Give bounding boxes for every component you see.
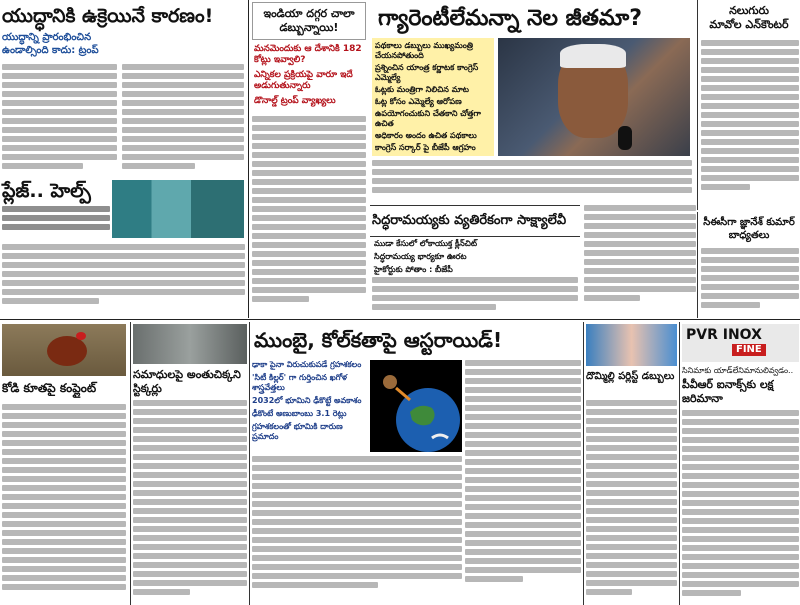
asteroid-bullet-5: గ్రహశకలంతో భూమికి దారుణ ప్రమాదం bbox=[252, 422, 343, 441]
siddaramaiah-bullet-1: ముడా కేసులో లోకాయుక్త క్లీన్‌చిట్ bbox=[374, 239, 478, 248]
article-stickers bbox=[130, 322, 248, 605]
stickers-photo bbox=[133, 324, 247, 364]
rooster-photo bbox=[2, 324, 126, 376]
guarantee-bullet-2: ప్రశ్నించిన యాంత్ర కర్ణాటక కాంగ్రెస్ ఎమ్మెల్యే bbox=[375, 63, 479, 82]
article-guarantee bbox=[370, 0, 695, 205]
maoists-kicker: నలుగురు bbox=[729, 4, 769, 17]
article-india-pays bbox=[250, 0, 368, 318]
guarantee-bullet-1: పథకాలు డబ్బులు ముఖ్యమంత్రి చేయనపోతుంది bbox=[375, 41, 474, 60]
pledge-bullets bbox=[2, 206, 110, 242]
ukraine-column-1 bbox=[2, 64, 117, 174]
rooster-headline: కోడి కూతపై కంప్లైంట్ bbox=[2, 381, 97, 395]
earth-asteroid-illustration bbox=[370, 360, 462, 452]
pvr-headline: పీవీఆర్ ఐనాక్స్‌కు లక్ష జరిమానా bbox=[682, 378, 774, 405]
article-siddaramaiah bbox=[370, 205, 580, 318]
guarantee-bullet-box bbox=[372, 38, 494, 156]
guarantee-headline: గ్యారెంటీలేమన్నా నెల జీతమా? bbox=[378, 6, 642, 31]
asteroid-bullet-4: ఢీకొంటే అణుబాంబు 3.1 రెట్లు bbox=[252, 409, 347, 418]
guarantee-photo bbox=[498, 38, 690, 156]
article-maoists bbox=[697, 0, 800, 210]
guarantee-bullet-7: కాంగ్రెస్ సర్కార్ పై బీజేపీ ఆగ్రహం bbox=[375, 143, 476, 152]
asteroid-headline: ముంబై, కోల్‌కతాపై ఆస్టరాయిడ్! bbox=[254, 328, 503, 352]
siddaramaiah-bullet-2: సిద్ధరామయ్య భార్యకూ ఊరట bbox=[374, 252, 467, 261]
rooster-body-text bbox=[2, 404, 126, 604]
asteroid-right-column bbox=[465, 360, 581, 604]
article-bucket bbox=[583, 322, 678, 605]
article-right-mid-column bbox=[584, 205, 696, 318]
guarantee-photo-hair bbox=[560, 44, 626, 68]
rooster-comb bbox=[76, 332, 86, 340]
article-pvr bbox=[679, 322, 800, 605]
bucket-headline: దొమ్మిల్లి పర్లిస్ట్ డబ్బులు bbox=[586, 371, 675, 382]
article-pledge bbox=[0, 178, 247, 316]
rooster-body bbox=[47, 336, 87, 366]
asteroid-bullet-2: 'సిటీ కిల్లర్' గా గుర్తించిన ఖగోళ శాస్త్రవేత్తలు bbox=[252, 373, 348, 392]
guarantee-body bbox=[372, 160, 692, 205]
maoists-body bbox=[701, 40, 799, 208]
pledge-headline: ప్లేజ్.. హెల్ప్ bbox=[2, 180, 91, 202]
asteroid-bullets bbox=[252, 360, 368, 470]
rule-vertical-1 bbox=[248, 0, 249, 318]
bucket-body-text bbox=[586, 400, 677, 604]
article-rooster bbox=[0, 322, 128, 605]
siddaramaiah-headline: సిద్ధరామయ్యకు వ్యతిరేకంగా సాక్ష్యాలేవీ bbox=[370, 205, 580, 237]
ukraine-subhead: యుద్ధాన్ని ప్రారంభించిన ఉండాల్సింది కాదు: ట్రంప్ bbox=[2, 32, 99, 56]
india-pays-bullet-2: ఎన్నికల ప్రక్రియపై వారూ ఇదే అడుగుతున్నారు bbox=[254, 70, 353, 91]
guarantee-bullet-4: ఓట్ల కోసం ఎమ్మెల్యే ఆరోపణ bbox=[375, 97, 462, 106]
rule-horizontal-middle bbox=[0, 319, 800, 320]
gyanesh-headline: సీఈసీగా జ్ఞానేశ్ కుమార్ బాధ్యతలు bbox=[703, 217, 795, 241]
article-ukraine bbox=[0, 0, 247, 175]
guarantee-photo-microphone bbox=[618, 126, 632, 150]
pvr-ad-image bbox=[682, 324, 799, 362]
pvr-body-text bbox=[682, 410, 799, 604]
india-pays-box-title: ఇండియా దగ్గర చాలా డబ్బున్నాయి! bbox=[252, 2, 366, 40]
article-asteroid bbox=[249, 322, 582, 605]
asteroid-left-columns bbox=[252, 456, 462, 604]
ukraine-column-2 bbox=[122, 64, 244, 174]
pledge-photo bbox=[112, 180, 244, 238]
guarantee-bullet-5: ఉపయోగంచుకుని చేతకాని చోత్తగా ఉచిత bbox=[375, 109, 481, 128]
india-pays-body bbox=[252, 116, 366, 316]
ukraine-headline: యుద్ధానికి ఉక్రెయినే కారణం! bbox=[2, 5, 214, 27]
gyanesh-body bbox=[701, 248, 799, 318]
guarantee-bullet-6: అధికారం అందం ఉచిత పథకాలు bbox=[375, 131, 477, 140]
bucket-photo bbox=[586, 324, 677, 366]
asteroid-bullet-3: 2032లో భూమిని ఢీకొట్టే అవకాశం bbox=[252, 396, 362, 405]
siddaramaiah-bullet-3: హైకోర్టుకు పోతాం : బీజేపీ bbox=[374, 265, 453, 274]
maoists-headline: మావోల ఎన్‌కౌంటర్ bbox=[709, 18, 789, 31]
article-gyanesh bbox=[697, 212, 800, 318]
asteroid-bullet-1: ఢాకా పైనా విరుచుకుపడే గ్రహశకలం bbox=[252, 360, 362, 369]
india-pays-bullet-3: డొనాల్డ్ ట్రంప్ వ్యాఖ్యలు bbox=[254, 96, 336, 106]
pvr-logo-text: PVR INOX bbox=[686, 327, 762, 343]
asteroid-photo bbox=[370, 360, 462, 452]
pledge-body bbox=[2, 244, 245, 314]
pvr-fine-stamp: FINE bbox=[732, 344, 766, 356]
pvr-kicker: సినిమాకు యాడ్‌లేనిమానులివ్వడం.. bbox=[682, 366, 794, 375]
siddaramaiah-body bbox=[372, 277, 578, 317]
guarantee-bullet-3: ఓట్లకు మంత్రిగా నిలిచిన మాట bbox=[375, 85, 469, 94]
india-pays-bullet-1: మనమెందుకు ఆ దేశానికి 182 కోట్లు ఇవ్వాలి? bbox=[254, 44, 362, 65]
stickers-headline: సమాధులపై అంతుచిక్కని స్టిక్కర్లు bbox=[133, 368, 241, 395]
stickers-body-text bbox=[133, 400, 247, 604]
